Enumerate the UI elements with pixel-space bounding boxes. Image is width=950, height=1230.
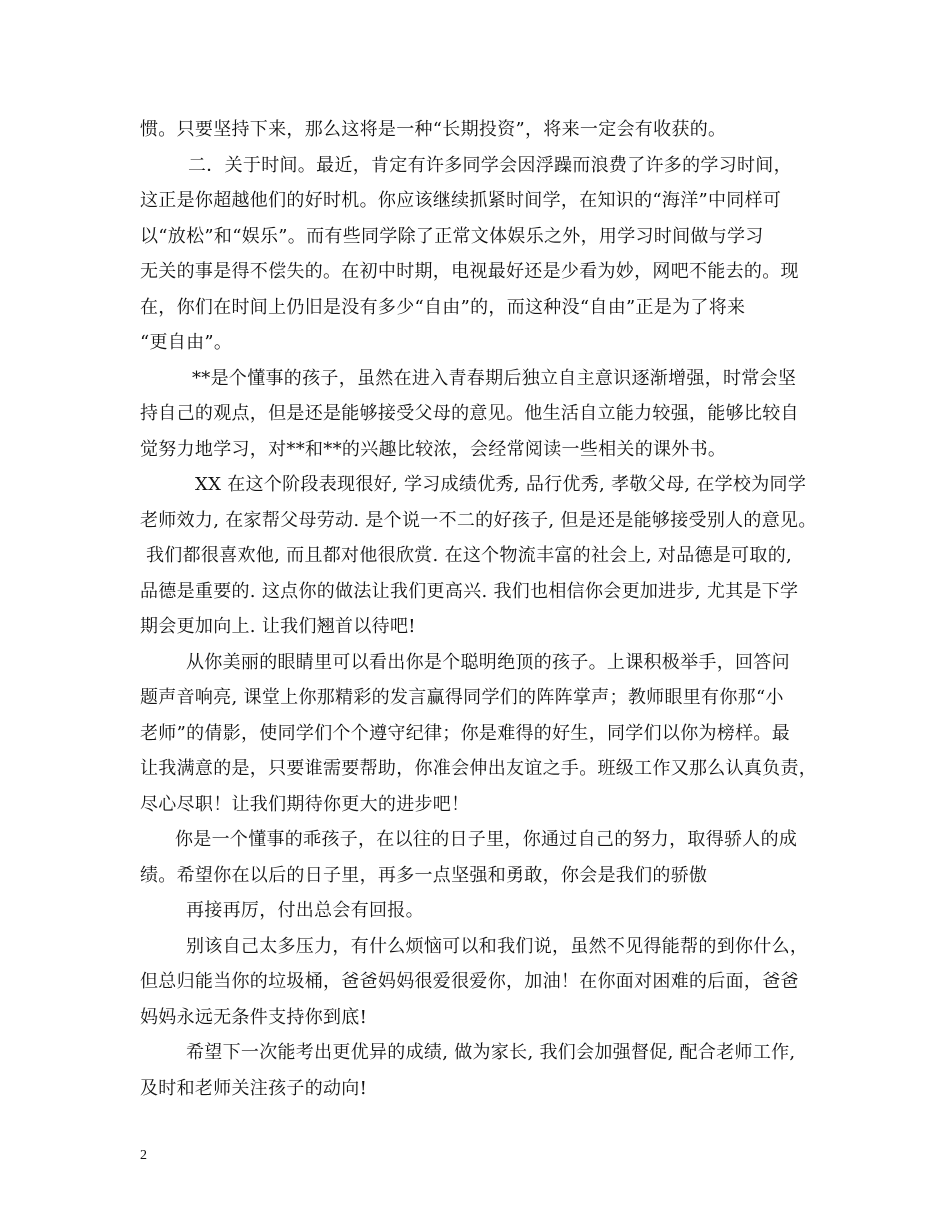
page-number: 2 [140,1148,147,1163]
text-line: 无关的事是得不偿失的。在初中时期，电视最好还是少看为妙，网吧不能去的。现 [140,261,799,282]
text-line: 在，你们在时间上仍旧是没有多少“自由”的，而这种没“自由”正是为了将来 [140,297,746,318]
text-line: “更自由”。 [140,332,233,353]
text-line: 尽心尽职！让我们期待你更大的进步吧！ [140,794,470,815]
text-line: 让我满意的是，只要谁需要帮助，你准会伸出友谊之手。班级工作又那么认真负责， [140,758,818,779]
text-line: 以“放松”和“娱乐”。而有些同学除了正常文体娱乐之外，用学习时间做与学习 [140,226,764,247]
text-line: 及时和老师关注孩子的动向! [140,1078,368,1099]
text-line: **是个懂事的孩子，虽然在进入青春期后独立自主意识逐渐增强，时常会坚 [192,368,797,389]
text-line: 我们都很喜欢他, 而且都对他很欣赏. 在这个物流丰富的社会上, 对品德是可取的, [146,545,793,566]
text-line: 觉努力地学习，对**和**的兴趣比较浓，会经常阅读一些相关的课外书。 [140,439,727,460]
text-line: 希望下一次能考出更优异的成绩, 做为家长, 我们会加强督促, 配合老师工作, [186,1042,796,1063]
text-line: 妈妈永远无条件支持你到底! [140,1007,368,1028]
text-line: 品德是重要的. 这点你的做法让我们更高兴. 我们也相信你会更加进步, 尤其是下学 [140,581,799,602]
text-line: 这正是你超越他们的好时机。你应该继续抓紧时间学，在知识的“海洋”中同样可 [140,190,782,211]
text-line: 惯。只要坚持下来，那么这将是一种“长期投资”，将来一定会有收获的。 [140,119,727,140]
text-line: 老师效力, 在家帮父母劳动. 是个说一不二的好孩子, 但是还是能够接受别人的意见。 [140,510,817,531]
text-line: 老师”的倩影，使同学们个个遵守纪律；你是难得的好生，同学们以你为榜样。最 [140,723,790,744]
text-line: 再接再厉，付出总会有回报。 [186,900,424,921]
text-line: 二．关于时间。最近，肯定有许多同学会因浮躁而浪费了许多的学习时间， [188,155,792,176]
text-line: 你是一个懂事的乖孩子，在以往的日子里，你通过自己的努力，取得骄人的成 [175,829,798,850]
text-line: 但总归能当你的垃圾桶，爸爸妈妈很爱很爱你，加油！在你面对困难的后面，爸爸 [140,971,799,992]
text-line: 从你美丽的眼睛里可以看出你是个聪明绝顶的孩子。上课积极举手，回答问 [186,652,790,673]
text-line: 持自己的观点，但是还是能够接受父母的意见。他生活自立能力较强，能够比较自 [140,403,799,424]
text-line: 题声音响亮, 课堂上你那精彩的发言赢得同学们的阵阵掌声；教师眼里有你那“小 [140,687,784,708]
text-line: 别该自己太多压力，有什么烦恼可以和我们说，虽然不见得能帮的到你什么， [186,936,809,957]
text-line: XX 在这个阶段表现很好, 学习成绩优秀, 品行优秀, 孝敬父母, 在学校为同学 [195,474,807,495]
text-line: 期会更加向上. 让我们翘首以待吧! [140,616,416,637]
text-line: 绩。希望你在以后的日子里，再多一点坚强和勇敢，你会是我们的骄傲 [140,865,708,886]
